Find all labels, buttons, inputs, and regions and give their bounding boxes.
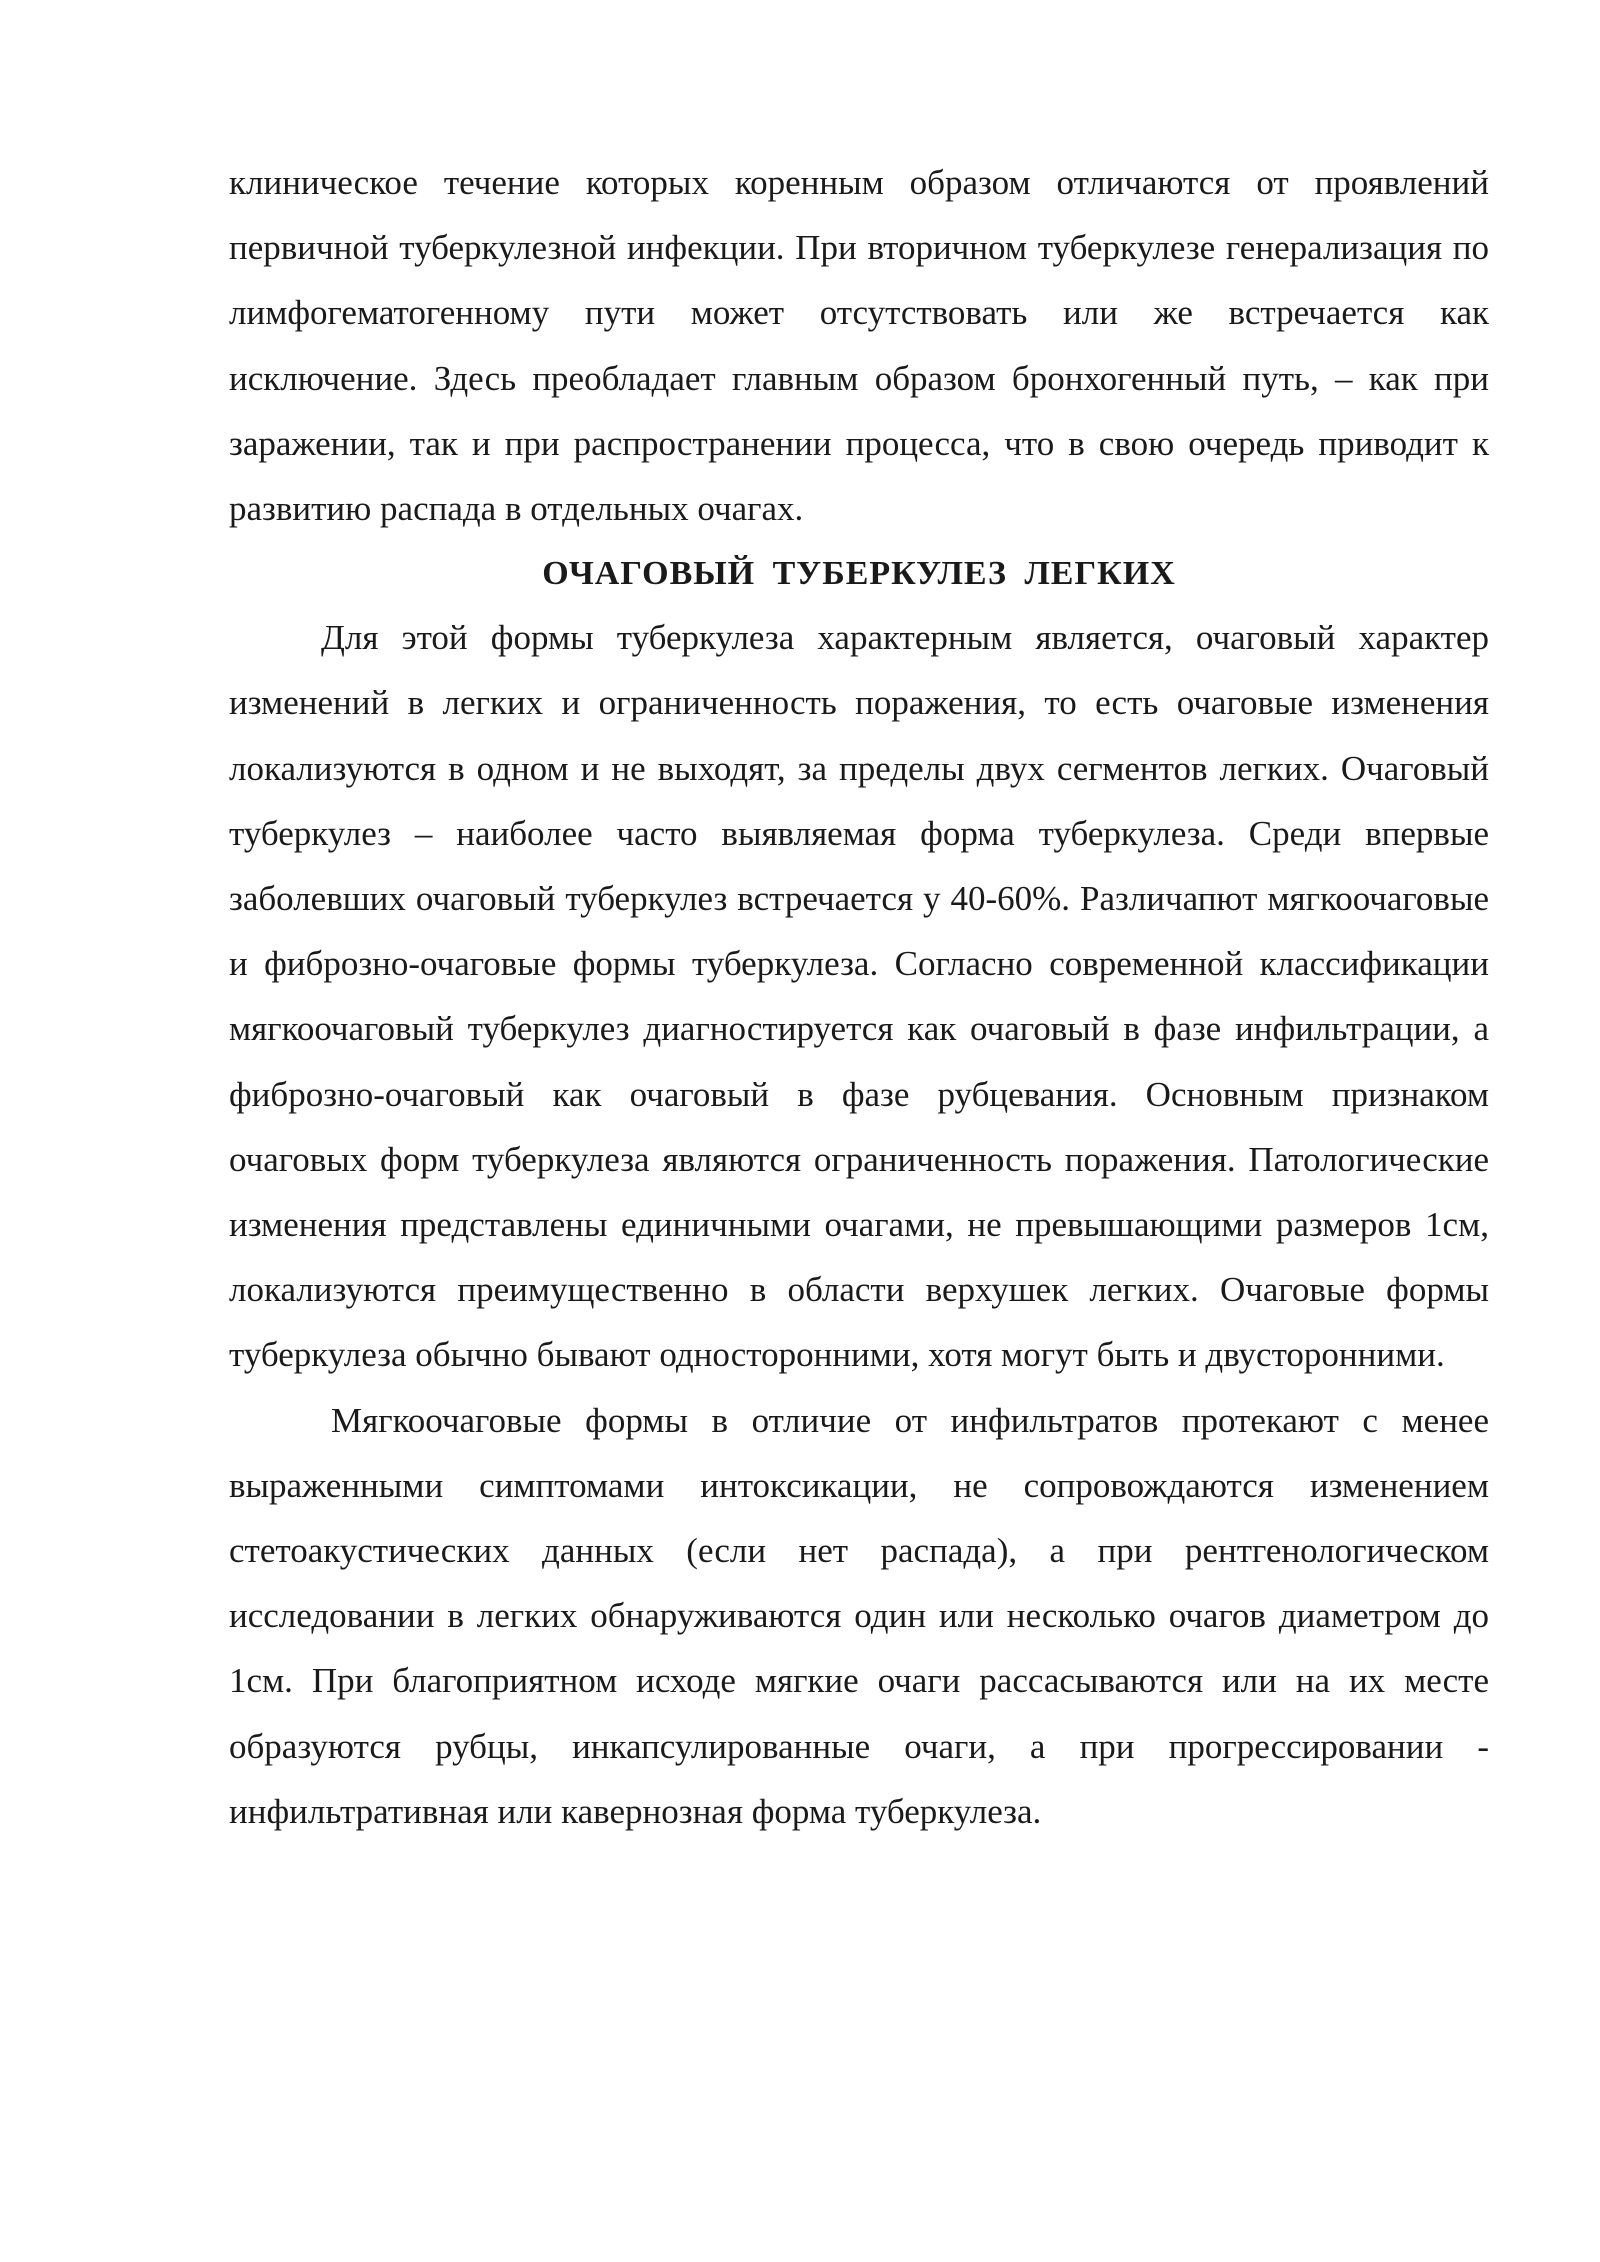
section-title: ОЧАГОВЫЙ ТУБЕРКУЛЕЗ ЛЕГКИХ xyxy=(542,555,1176,593)
body-paragraph-1: Для этой формы туберкулеза характерным является, очаговый характер изменений в легких и ограниченность поражения, то есть очаговые изменения локализуются в одном и не выходят, за пределы двух сегментов легких. Очаговый туберкулез – наиболее часто выявляемая форма туберкулеза. Среди впервые заболевших очаговый туберкулез встречается у 40-60%. Различапют мягкоочаговые и фиброзно-очаговые формы туберкулеза. Согласно современной классификации мягкоочаговый туберкулез диагностируется как очаговый в фазе инфильтрации, а фиброзно-очаговый как очаговый в фазе рубцевания. Основным признаком очаговых форм туберкулеза являются ограниченность поражения. Патологические изменения представлены единичными очагами, не превышающими размеров 1см, локализуются преимущественно в области верхушек легких. Очаговые формы туберкулеза обычно бывают односторонними, хотя могут быть и двусторонними. xyxy=(229,618,1489,1375)
body-paragraph-2: Мягкоочаговые формы в отличие от инфильтратов протекают с менее выраженными симптомами интоксикации, не сопровождаются изменением стетоакустических данных (если нет распада), а при рентгенологическом исследовании в легких обнаруживаются один или несколько очагов диаметром до 1см. При благоприятном исходе мягкие очаги рассасываются или на их месте образуются рубцы, инкапсулированные очаги, а при прогрессировании - инфильтративная или кавернозная форма туберкулеза. xyxy=(229,1400,1489,1831)
intro-paragraph: клиническое течение которых коренным образом отличаются от проявлений первичной туберкулезной инфекции. При вторичном туберкулезе генерализация по лимфогематогенному пути может отсутствовать или же встречается как исключение. Здесь преобладает главным образом бронхогенный путь, – как при заражении, так и при распространении процесса, что в свою очередь приводит к развитию распада в отдельных очагах. xyxy=(229,163,1489,529)
document-page xyxy=(229,150,1489,1844)
